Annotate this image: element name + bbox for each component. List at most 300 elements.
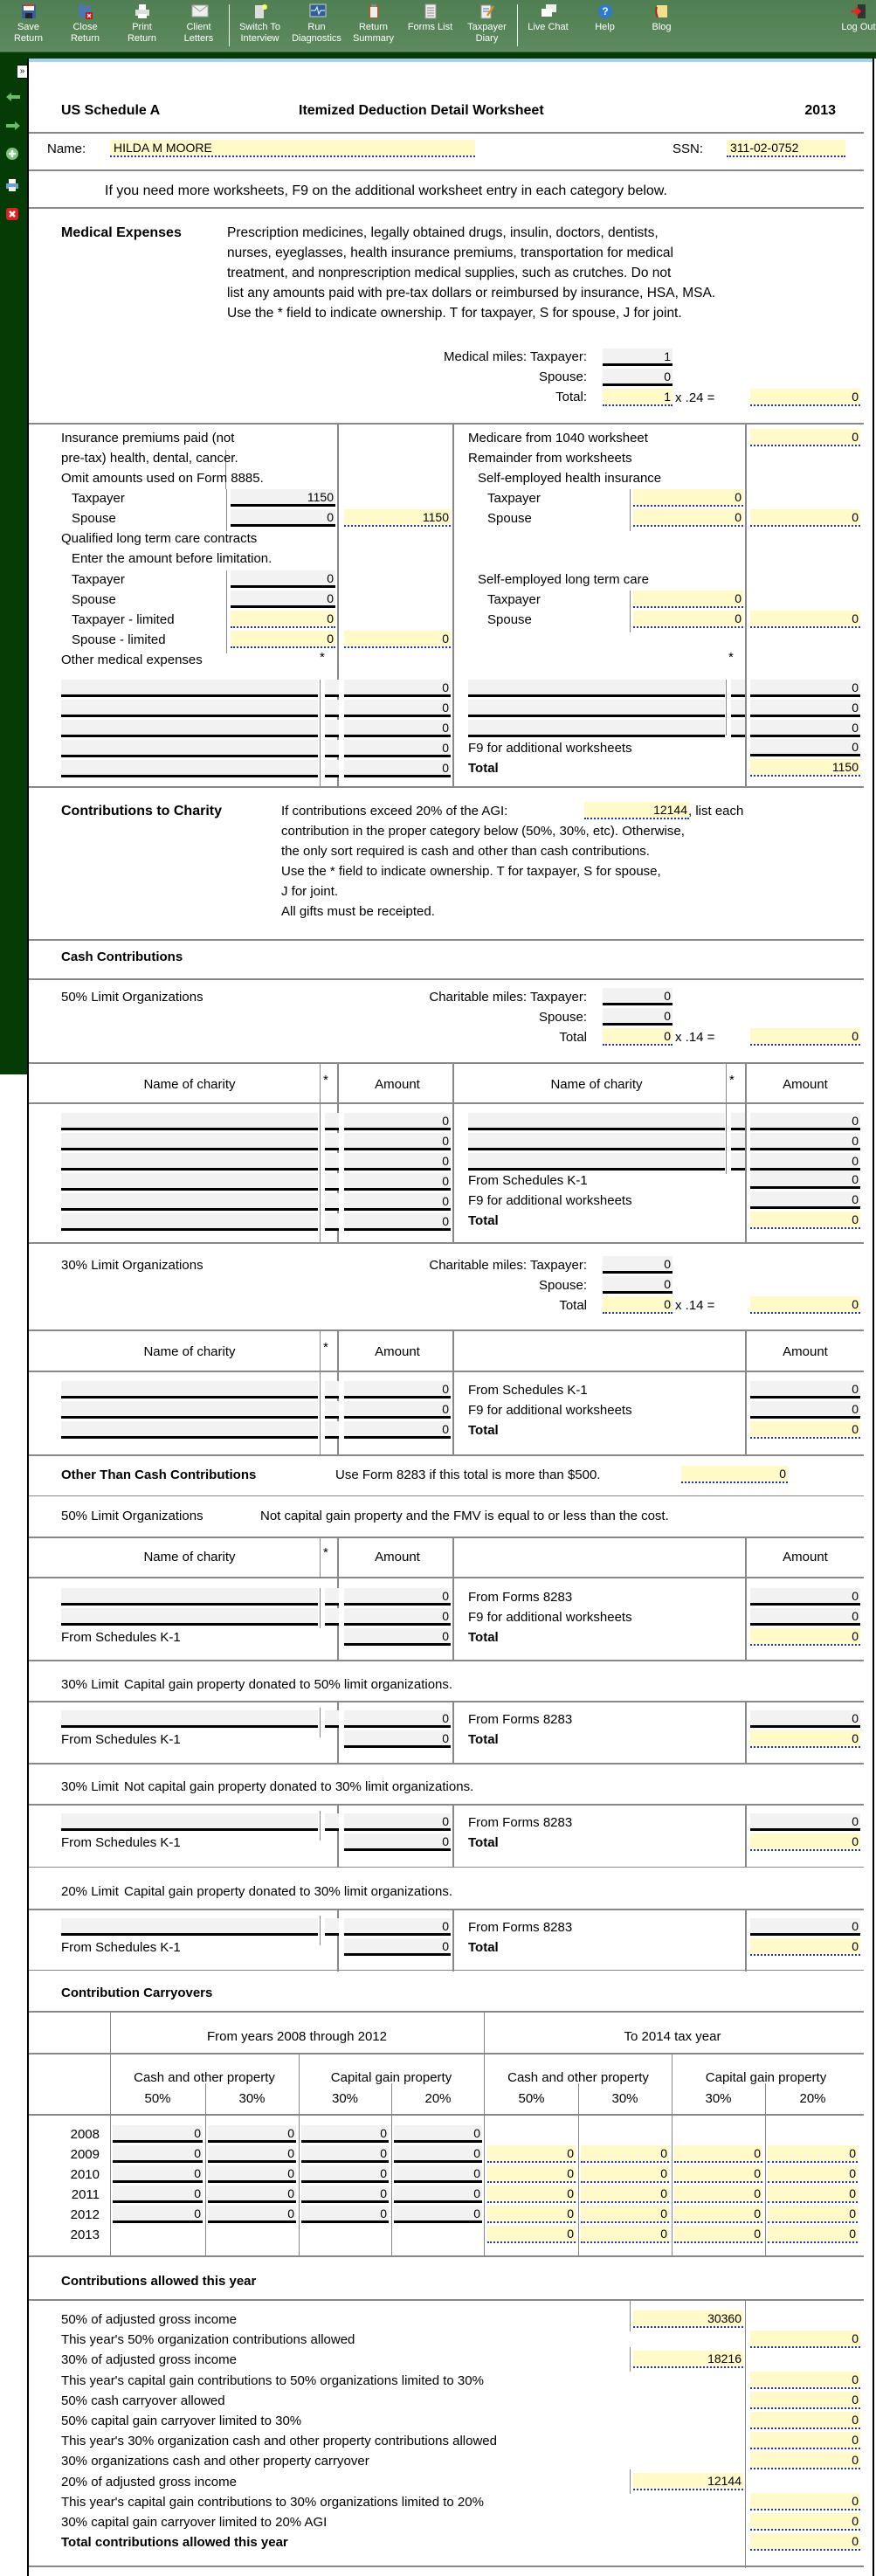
carryover-to-field[interactable]: 0	[768, 2186, 858, 2203]
charity-intro-line: contribution in the proper category below (50%, 30%, etc). Otherwise,	[281, 824, 685, 839]
charity-owner-field[interactable]	[325, 1213, 339, 1231]
charity-owner-field-right[interactable]	[731, 1113, 745, 1130]
cash-30-total-label: Total	[468, 1423, 499, 1438]
medical-miles-total[interactable]: 1	[603, 389, 673, 406]
ins-spouse-label: Spouse	[72, 511, 116, 526]
charity-owner-field[interactable]	[325, 1153, 339, 1171]
taxpayer-name-field[interactable]: HILDA M MOORE	[110, 140, 475, 157]
medical-total-amount[interactable]: 1150	[750, 759, 860, 777]
noncash-owner-field[interactable]	[325, 1710, 339, 1728]
expand-panel-button[interactable]: »	[17, 65, 28, 79]
worksheet-title: Itemized Deduction Detail Worksheet	[299, 103, 544, 118]
charity-name-field[interactable]	[61, 1213, 318, 1231]
field-divider	[726, 680, 727, 736]
noncash-s30-k1-amount[interactable]: 0	[344, 1834, 451, 1851]
charity-name-field[interactable]	[61, 1173, 318, 1191]
noncash-50-total-amount[interactable]: 0	[750, 1628, 860, 1646]
carryover-to-field[interactable]: 0	[487, 2145, 576, 2163]
noncash-owner-field[interactable]	[325, 1918, 339, 1936]
carryover-from-field[interactable]: 0	[394, 2186, 482, 2203]
se-ltc-spouse-amount[interactable]: 0	[633, 611, 743, 628]
charity-intro-after: , list each	[688, 804, 744, 818]
switch-to-interview-button[interactable]	[231, 0, 288, 45]
column-divider	[205, 2083, 206, 2255]
divider	[29, 169, 864, 171]
divider	[29, 2011, 864, 2013]
carryover-to-field[interactable]: 0	[674, 2145, 762, 2163]
run-diagnostics-button[interactable]	[288, 0, 345, 45]
allowed-row-amount[interactable]: 0	[750, 2533, 860, 2551]
client-letters-button[interactable]	[170, 0, 227, 45]
other-medical-description[interactable]	[61, 740, 318, 757]
carryover-to-field[interactable]: 0	[487, 2206, 576, 2223]
se-health-taxpayer-amount[interactable]: 0	[633, 489, 743, 507]
carryover-year: 2012	[70, 2207, 100, 2222]
noncash-50-k1-amount[interactable]: 0	[344, 1628, 451, 1646]
divider	[29, 2255, 864, 2257]
remainder-label: Remainder from worksheets	[468, 451, 632, 466]
allowed-row-label: 20% of adjusted gross income	[61, 2474, 237, 2490]
se-health-spouse-label: Spouse	[487, 511, 532, 526]
noncash-amount-field[interactable]: 0	[344, 1608, 451, 1626]
toolbar-label-2: Letters	[183, 33, 214, 44]
charity-amount-field[interactable]: 0	[344, 1113, 451, 1130]
se-health-spouse-amount[interactable]: 0	[633, 509, 743, 527]
noncash-amount-field[interactable]: 0	[344, 1588, 451, 1606]
allowed-row-amount[interactable]: 0	[750, 2432, 860, 2449]
divider	[29, 1102, 864, 1104]
carryover-from-field[interactable]: 0	[394, 2206, 482, 2223]
cash-50-total-amount[interactable]: 0	[750, 1212, 860, 1229]
carryover-to-field[interactable]: 0	[674, 2206, 762, 2223]
charity-amount-field-right[interactable]: 0	[750, 1113, 860, 1130]
carryover-from-field[interactable]: 0	[113, 2186, 203, 2203]
col-name-of-charity: Name of charity	[143, 1344, 236, 1359]
chat-bubbles-icon	[541, 3, 556, 19]
charity-intro-line: All gifts must be receipted.	[281, 904, 435, 919]
cash-30-miles-amount[interactable]: 0	[750, 1296, 860, 1314]
noncash-s30cg-8283-label: From Forms 8283	[468, 1712, 573, 1727]
forward-arrow-icon[interactable]	[5, 120, 21, 132]
carryover-from-field[interactable]: 0	[301, 2125, 389, 2143]
cash-30-k1-amount[interactable]: 0	[750, 1381, 860, 1398]
field-divider	[630, 2307, 631, 2331]
carryover-from-field[interactable]: 0	[113, 2206, 203, 2223]
charity-amount-field[interactable]: 0	[344, 1193, 451, 1211]
allowed-row-amount[interactable]: 0	[750, 2331, 860, 2348]
pct-header: 50%	[144, 2091, 171, 2106]
allowed-row-mid-amount[interactable]: 12144	[633, 2473, 743, 2490]
noncash-s20-total-amount[interactable]: 0	[750, 1938, 860, 1956]
column-divider	[110, 2011, 111, 2255]
charity-name-field[interactable]	[61, 1153, 318, 1171]
cash-50-f9-label: F9 for additional worksheets	[468, 1193, 632, 1208]
cash-30-rate: x .14 =	[675, 1298, 715, 1313]
se-ltc-taxpayer-amount[interactable]: 0	[633, 590, 743, 608]
carryover-from-field[interactable]: 0	[301, 2206, 389, 2223]
cash-30-total-amount[interactable]: 0	[750, 1421, 860, 1439]
medical-f9-label: F9 for additional worksheets	[468, 741, 632, 756]
cash-30-f9-amount[interactable]: 0	[750, 1401, 860, 1419]
carryover-to-field[interactable]: 0	[487, 2226, 576, 2243]
cash-30-miles-total[interactable]: 0	[603, 1296, 673, 1314]
ltc-taxpayer-limited-label: Taxpayer - limited	[72, 612, 175, 627]
ssn-field[interactable]: 311-02-0752	[727, 140, 845, 157]
noncash-50-8283-amount[interactable]: 0	[750, 1588, 860, 1606]
charity-owner-field[interactable]	[325, 1173, 339, 1191]
noncash-total[interactable]: 0	[681, 1466, 788, 1483]
pct-header: 20%	[424, 2091, 452, 2106]
blog-button[interactable]	[633, 0, 690, 33]
carryover-from-field[interactable]: 0	[208, 2165, 296, 2183]
ins-spouse-amount[interactable]: 0	[231, 509, 335, 527]
column-divider	[320, 1537, 321, 1577]
medicare-amount[interactable]: 0	[750, 429, 860, 446]
carryover-from-field[interactable]: 0	[113, 2125, 203, 2143]
allowed-row-amount[interactable]: 0	[750, 2412, 860, 2429]
noncash-name-field[interactable]	[61, 1813, 318, 1831]
other-medical-owner-right[interactable]	[731, 720, 745, 737]
col-name-of-charity: Name of charity	[143, 1077, 236, 1092]
carryover-from-field[interactable]: 0	[208, 2145, 296, 2163]
se-ltc-total-amount[interactable]: 0	[750, 611, 860, 628]
noncash-s30cg-k1-amount[interactable]: 0	[344, 1730, 451, 1748]
noncash-name-field[interactable]	[61, 1588, 318, 1606]
other-medical-description[interactable]	[61, 700, 318, 717]
divider	[29, 1701, 864, 1702]
noncash-s20-8283-amount[interactable]: 0	[750, 1918, 860, 1936]
live-chat-button[interactable]	[520, 0, 576, 33]
allowed-row-label: 50% capital gain carryover limited to 30%	[61, 2414, 302, 2428]
carryover-to-field[interactable]: 0	[581, 2186, 669, 2203]
column-divider	[726, 1062, 727, 1174]
insurance-text-line: pre-tax) health, dental, cancer.	[61, 451, 238, 466]
diary-pencil-icon	[479, 3, 495, 19]
column-divider	[745, 2299, 746, 2568]
charity-name-field[interactable]	[61, 1133, 318, 1150]
other-medical-amount-right[interactable]: 0	[750, 680, 860, 697]
col-amount: Amount	[375, 1344, 420, 1359]
toolbar-label: Run	[307, 22, 326, 32]
column-divider	[391, 2083, 392, 2255]
other-medical-amount[interactable]: 0	[344, 740, 451, 757]
carryover-from-field[interactable]: 0	[301, 2145, 389, 2163]
allowed-row-amount[interactable]: 0	[750, 2513, 860, 2531]
charity-owner-field-right[interactable]	[731, 1133, 745, 1150]
charity-amount-field[interactable]: 0	[344, 1421, 451, 1439]
toolbar-label-2: Interview	[240, 33, 279, 44]
other-medical-amount-right[interactable]: 0	[750, 720, 860, 737]
field-divider	[320, 1708, 321, 1737]
carryover-from-field[interactable]: 0	[301, 2165, 389, 2183]
carryover-to-field[interactable]: 0	[674, 2165, 762, 2183]
carryover-to-field[interactable]: 0	[487, 2186, 576, 2203]
add-circle-icon[interactable]	[5, 147, 21, 159]
charity-name-field[interactable]	[61, 1381, 318, 1398]
col-amount: Amount	[783, 1077, 828, 1092]
toolbar-label-2: Return	[70, 33, 100, 44]
noncash-s30-8283-amount[interactable]: 0	[750, 1813, 860, 1831]
column-divider	[745, 1701, 747, 1764]
allowed-row-label: 30% capital gain carryover limited to 20% AGI	[61, 2515, 328, 2530]
carryover-to-field[interactable]: 0	[581, 2145, 669, 2163]
carryover-to-field[interactable]: 0	[768, 2206, 858, 2223]
allowed-row-label: This year's 50% organization contributions allowed	[61, 2332, 355, 2348]
charity-owner-field[interactable]	[325, 1381, 339, 1398]
noncash-owner-field[interactable]	[325, 1588, 339, 1606]
noncash-name-field[interactable]	[61, 1918, 318, 1936]
noncash-s30cg-total-label: Total	[468, 1732, 499, 1747]
pct-header: 30%	[611, 2091, 638, 2106]
toolbar-label-2: Summary	[352, 33, 395, 44]
charity-name-field-right[interactable]	[468, 1133, 725, 1150]
other-medical-amount-right[interactable]: 0	[750, 700, 860, 717]
help-question-icon	[597, 3, 613, 19]
charity-name-field[interactable]	[61, 1421, 318, 1439]
field-divider	[630, 489, 631, 531]
worksheet-panel	[27, 59, 874, 2576]
forms-list-button[interactable]	[402, 0, 459, 33]
allowed-row-amount[interactable]: 0	[750, 2372, 860, 2389]
delete-x-icon[interactable]	[5, 207, 21, 219]
carryover-to-field[interactable]: 0	[581, 2226, 669, 2243]
other-medical-description[interactable]	[61, 760, 318, 777]
carryover-to-field[interactable]: 0	[581, 2206, 669, 2223]
cash-50-k1-label: From Schedules K-1	[468, 1173, 588, 1188]
carryover-from-header: From years 2008 through 2012	[207, 2029, 387, 2044]
carryover-to-field[interactable]: 0	[674, 2186, 762, 2203]
cash-30-f9-label: F9 for additional worksheets	[468, 1403, 632, 1418]
pct-header: 50%	[518, 2091, 545, 2106]
charity-agi-20-amount[interactable]: 12144	[584, 802, 689, 819]
other-medical-owner[interactable]	[325, 760, 339, 777]
field-divider	[320, 1588, 321, 1628]
medical-f9-amount[interactable]: 0	[750, 739, 860, 756]
column-divider	[452, 1537, 454, 1660]
noncash-name-field[interactable]	[61, 1608, 318, 1626]
col-star: *	[323, 1340, 328, 1355]
noncash-50-f9-amount[interactable]: 0	[750, 1608, 860, 1626]
ltc-taxpayer-limited-amount[interactable]: 0	[231, 611, 335, 628]
medical-miles-taxpayer[interactable]: 1	[603, 349, 673, 366]
cash-50-miles-taxpayer[interactable]: 0	[603, 988, 673, 1005]
ltc-taxpayer-label: Taxpayer	[72, 572, 125, 587]
ltc-spouse-amount[interactable]: 0	[231, 590, 335, 608]
other-medical-owner-right[interactable]	[731, 700, 745, 717]
cash-30-miles-spouse[interactable]: 0	[603, 1276, 673, 1294]
charity-amount-field[interactable]: 0	[344, 1401, 451, 1419]
close-folder-icon	[78, 3, 93, 19]
medicare-label: Medicare from 1040 worksheet	[468, 431, 648, 445]
medical-description-line: list any amounts paid with pre-tax dollars or reimbursed by insurance, HSA, MSA.	[227, 286, 716, 300]
carryover-from-field[interactable]: 0	[394, 2145, 482, 2163]
medical-miles-amount[interactable]: 0	[750, 389, 860, 406]
carryover-from-field[interactable]: 0	[394, 2165, 482, 2183]
allowed-row-amount[interactable]: 0	[750, 2493, 860, 2510]
other-medical-amount[interactable]: 0	[344, 700, 451, 717]
charity-amount-field-right[interactable]: 0	[750, 1133, 860, 1150]
other-medical-amount[interactable]: 0	[344, 720, 451, 737]
ltc-total-amount[interactable]: 0	[344, 631, 451, 648]
allowed-row-mid-amount[interactable]: 30360	[633, 2310, 743, 2328]
charity-owner-field[interactable]	[325, 1421, 339, 1439]
divider	[29, 1577, 864, 1578]
ltc-spouse-limited-amount[interactable]: 0	[231, 631, 335, 648]
noncash-owner-field[interactable]	[325, 1608, 339, 1626]
floppy-disk-icon	[21, 3, 37, 19]
se-health-total-amount[interactable]: 0	[750, 509, 860, 527]
ltc-taxpayer-amount[interactable]: 0	[231, 570, 335, 588]
cash-50-f9-amount[interactable]: 0	[750, 1191, 860, 1209]
other-medical-description-right[interactable]	[468, 700, 725, 717]
help-button[interactable]	[576, 0, 633, 33]
ssn-label: SSN:	[673, 142, 704, 156]
carryover-to-field[interactable]: 0	[768, 2165, 858, 2183]
carryover-from-field[interactable]: 0	[301, 2186, 389, 2203]
other-medical-label: Other medical expenses	[61, 653, 203, 667]
noncash-s30cg-total-amount[interactable]: 0	[750, 1730, 860, 1748]
charity-owner-field[interactable]	[325, 1193, 339, 1211]
carryover-from-field[interactable]: 0	[208, 2206, 296, 2223]
other-medical-amount[interactable]: 0	[344, 680, 451, 697]
noncash-s30cg-8283-amount[interactable]: 0	[750, 1710, 860, 1728]
noncash-note: Use Form 8283 if this total is more than $500.	[335, 1468, 601, 1482]
charity-name-field-right[interactable]	[468, 1153, 725, 1171]
return-summary-button[interactable]	[345, 0, 402, 45]
ltc-spouse-limited-label: Spouse - limited	[72, 632, 166, 647]
carryover-to-field[interactable]: 0	[674, 2226, 762, 2243]
other-medical-description-right[interactable]	[468, 680, 725, 697]
other-medical-owner-right[interactable]	[731, 680, 745, 697]
allowed-title: Contributions allowed this year	[61, 2274, 257, 2289]
cash-contributions-title: Cash Contributions	[61, 950, 183, 964]
toolbar-label: Forms List	[407, 22, 453, 32]
cash-50-k1-amount[interactable]: 0	[750, 1171, 860, 1189]
noncash-amount-field[interactable]: 0	[344, 1710, 451, 1728]
divider	[29, 2053, 864, 2055]
carryover-from-field[interactable]: 0	[113, 2145, 203, 2163]
charity-amount-field[interactable]: 0	[344, 1381, 451, 1398]
pct-header: 30%	[705, 2091, 732, 2106]
divider	[29, 786, 864, 788]
charity-name-field[interactable]	[61, 1193, 318, 1211]
ownership-star: *	[728, 650, 734, 665]
carryover-from-field[interactable]: 0	[113, 2165, 203, 2183]
other-medical-owner[interactable]	[325, 720, 339, 737]
charity-amount-field[interactable]: 0	[344, 1133, 451, 1150]
log-out-button[interactable]	[841, 0, 876, 33]
allowed-row-mid-amount[interactable]: 18216	[633, 2351, 743, 2368]
column-divider	[320, 1329, 321, 1454]
save-return-button[interactable]	[0, 0, 57, 45]
carryover-to-field[interactable]: 0	[487, 2165, 576, 2183]
taxpayer-diary-button[interactable]	[459, 0, 515, 45]
print-return-button[interactable]	[114, 0, 170, 45]
col-amount: Amount	[375, 1077, 420, 1092]
group-cg-header: Capital gain property	[330, 2070, 452, 2085]
other-medical-amount[interactable]: 0	[344, 760, 451, 777]
noncash-amount-field[interactable]: 0	[344, 1918, 451, 1936]
other-medical-description-right[interactable]	[468, 720, 725, 737]
back-arrow-icon[interactable]	[5, 91, 21, 103]
carryover-to-field[interactable]: 0	[768, 2145, 858, 2163]
envelope-icon	[191, 3, 207, 19]
cash-50-miles-spouse[interactable]: 0	[603, 1008, 673, 1026]
medical-miles-spouse[interactable]: 0	[603, 369, 673, 386]
noncash-50-desc: Not capital gain property and the FMV is equal to or less than the cost.	[260, 1509, 669, 1523]
close-return-button[interactable]	[57, 0, 114, 45]
charity-name-field[interactable]	[61, 1113, 318, 1130]
charity-amount-field[interactable]: 0	[344, 1173, 451, 1191]
divider	[29, 2299, 864, 2301]
col-amount: Amount	[375, 1550, 420, 1564]
allowed-row-amount[interactable]: 0	[750, 2452, 860, 2469]
ins-total-amount[interactable]: 1150	[344, 509, 451, 527]
cash-50-miles-label: Charitable miles: Taxpayer:	[429, 990, 587, 1005]
divider	[29, 1454, 864, 1456]
printer-icon	[135, 3, 150, 19]
cash-30-miles-taxpayer[interactable]: 0	[603, 1256, 673, 1274]
charity-amount-field[interactable]: 0	[344, 1213, 451, 1231]
divider	[29, 132, 864, 134]
noncash-amount-field[interactable]: 0	[344, 1813, 451, 1831]
cash-50-label: 50% Limit Organizations	[61, 990, 203, 1005]
divider	[29, 939, 864, 941]
noncash-s20-k1-amount[interactable]: 0	[344, 1938, 451, 1956]
other-medical-owner[interactable]	[325, 700, 339, 717]
charity-name-field[interactable]	[61, 1401, 318, 1419]
left-rail	[0, 52, 27, 1074]
other-medical-owner[interactable]	[325, 740, 339, 757]
cash-50-miles-total[interactable]: 0	[603, 1028, 673, 1046]
charity-owner-field[interactable]	[325, 1113, 339, 1130]
carryover-to-field[interactable]: 0	[581, 2165, 669, 2183]
other-medical-description[interactable]	[61, 680, 318, 697]
ins-taxpayer-amount[interactable]: 1150	[231, 489, 335, 507]
toolbar-separator	[517, 4, 518, 46]
column-divider	[452, 1701, 454, 1764]
pct-header: 20%	[799, 2091, 826, 2106]
print-icon[interactable]	[5, 178, 21, 190]
toolbar-label-2: Return	[127, 33, 157, 44]
divider	[29, 1495, 864, 1496]
toolbar-separator	[229, 4, 230, 46]
allowed-row-amount[interactable]: 0	[750, 2392, 860, 2409]
charity-amount-field-right[interactable]: 0	[750, 1153, 860, 1171]
charity-owner-field[interactable]	[325, 1401, 339, 1419]
charity-amount-field[interactable]: 0	[344, 1153, 451, 1171]
noncash-owner-field[interactable]	[325, 1813, 339, 1831]
carryover-to-field[interactable]: 0	[768, 2226, 858, 2243]
charity-owner-field[interactable]	[325, 1133, 339, 1150]
noncash-50-total-label: Total	[468, 1630, 499, 1645]
charity-owner-field-right[interactable]	[731, 1153, 745, 1171]
noncash-name-field[interactable]	[61, 1710, 318, 1728]
cash-50-miles-amount[interactable]: 0	[750, 1028, 860, 1046]
other-medical-owner[interactable]	[325, 680, 339, 697]
divider	[29, 2566, 864, 2567]
column-divider	[452, 1062, 454, 1242]
carryover-from-field[interactable]: 0	[208, 2186, 296, 2203]
carryover-from-field[interactable]: 0	[208, 2125, 296, 2143]
charity-name-field-right[interactable]	[468, 1113, 725, 1130]
noncash-s30-total-amount[interactable]: 0	[750, 1834, 860, 1851]
field-divider	[630, 2347, 631, 2372]
divider	[29, 1970, 864, 1971]
carryover-from-field[interactable]: 0	[394, 2125, 482, 2143]
other-medical-description[interactable]	[61, 720, 318, 737]
noncash-s30cg-k1-label: From Schedules K-1	[61, 1732, 181, 1747]
